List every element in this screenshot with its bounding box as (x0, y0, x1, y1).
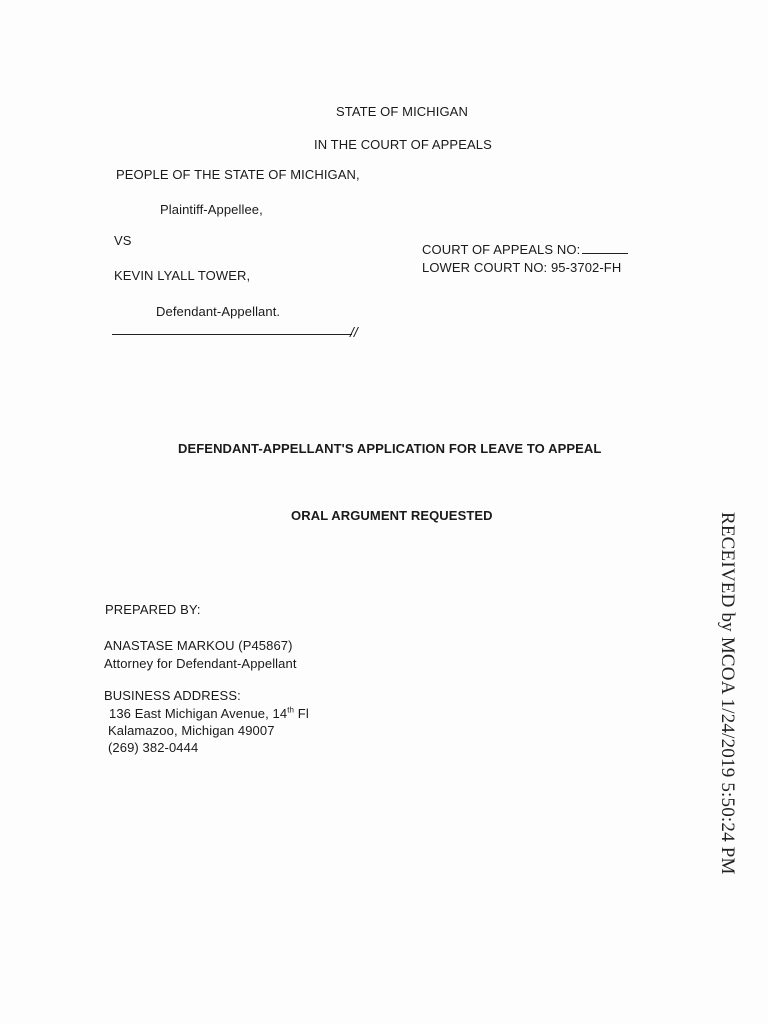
attorney-name: ANASTASE MARKOU (P45867) (104, 638, 293, 653)
phone-number: (269) 382-0444 (108, 740, 199, 755)
versus-label: VS (114, 233, 132, 248)
defendant-role: Defendant-Appellant. (156, 304, 281, 319)
address-floor-suffix: th (287, 705, 295, 715)
address-line-1 (109, 706, 309, 722)
received-stamp: RECEIVED by MCOA 1/24/2019 5:50:24 PM (717, 512, 738, 875)
coa-no-blank (582, 242, 628, 254)
caption-slashes: // (350, 324, 358, 340)
address-street: 136 East Michigan Avenue, 14 (109, 706, 288, 721)
court-heading: IN THE COURT OF APPEALS (314, 137, 492, 152)
coa-no-label: COURT OF APPEALS NO: (422, 242, 581, 257)
address-line-2: Kalamazoo, Michigan 49007 (108, 723, 275, 738)
defendant-name: KEVIN LYALL TOWER, (114, 268, 251, 283)
court-of-appeals-number (422, 242, 628, 258)
address-floor-label: Fl (294, 706, 309, 721)
state-heading: STATE OF MICHIGAN (336, 104, 468, 119)
lower-court-number: LOWER COURT NO: 95-3702-FH (422, 260, 622, 275)
attorney-role: Attorney for Defendant-Appellant (104, 656, 297, 671)
caption-rule (112, 334, 352, 335)
plaintiff-name: PEOPLE OF THE STATE OF MICHIGAN, (116, 167, 360, 182)
document-subtitle: ORAL ARGUMENT REQUESTED (291, 508, 493, 523)
business-address-heading: BUSINESS ADDRESS: (104, 688, 241, 703)
document-title: DEFENDANT-APPELLANT'S APPLICATION FOR LEAVE TO APPEAL (178, 441, 602, 456)
prepared-by-heading: PREPARED BY: (105, 602, 201, 617)
plaintiff-role: Plaintiff-Appellee, (160, 202, 263, 217)
